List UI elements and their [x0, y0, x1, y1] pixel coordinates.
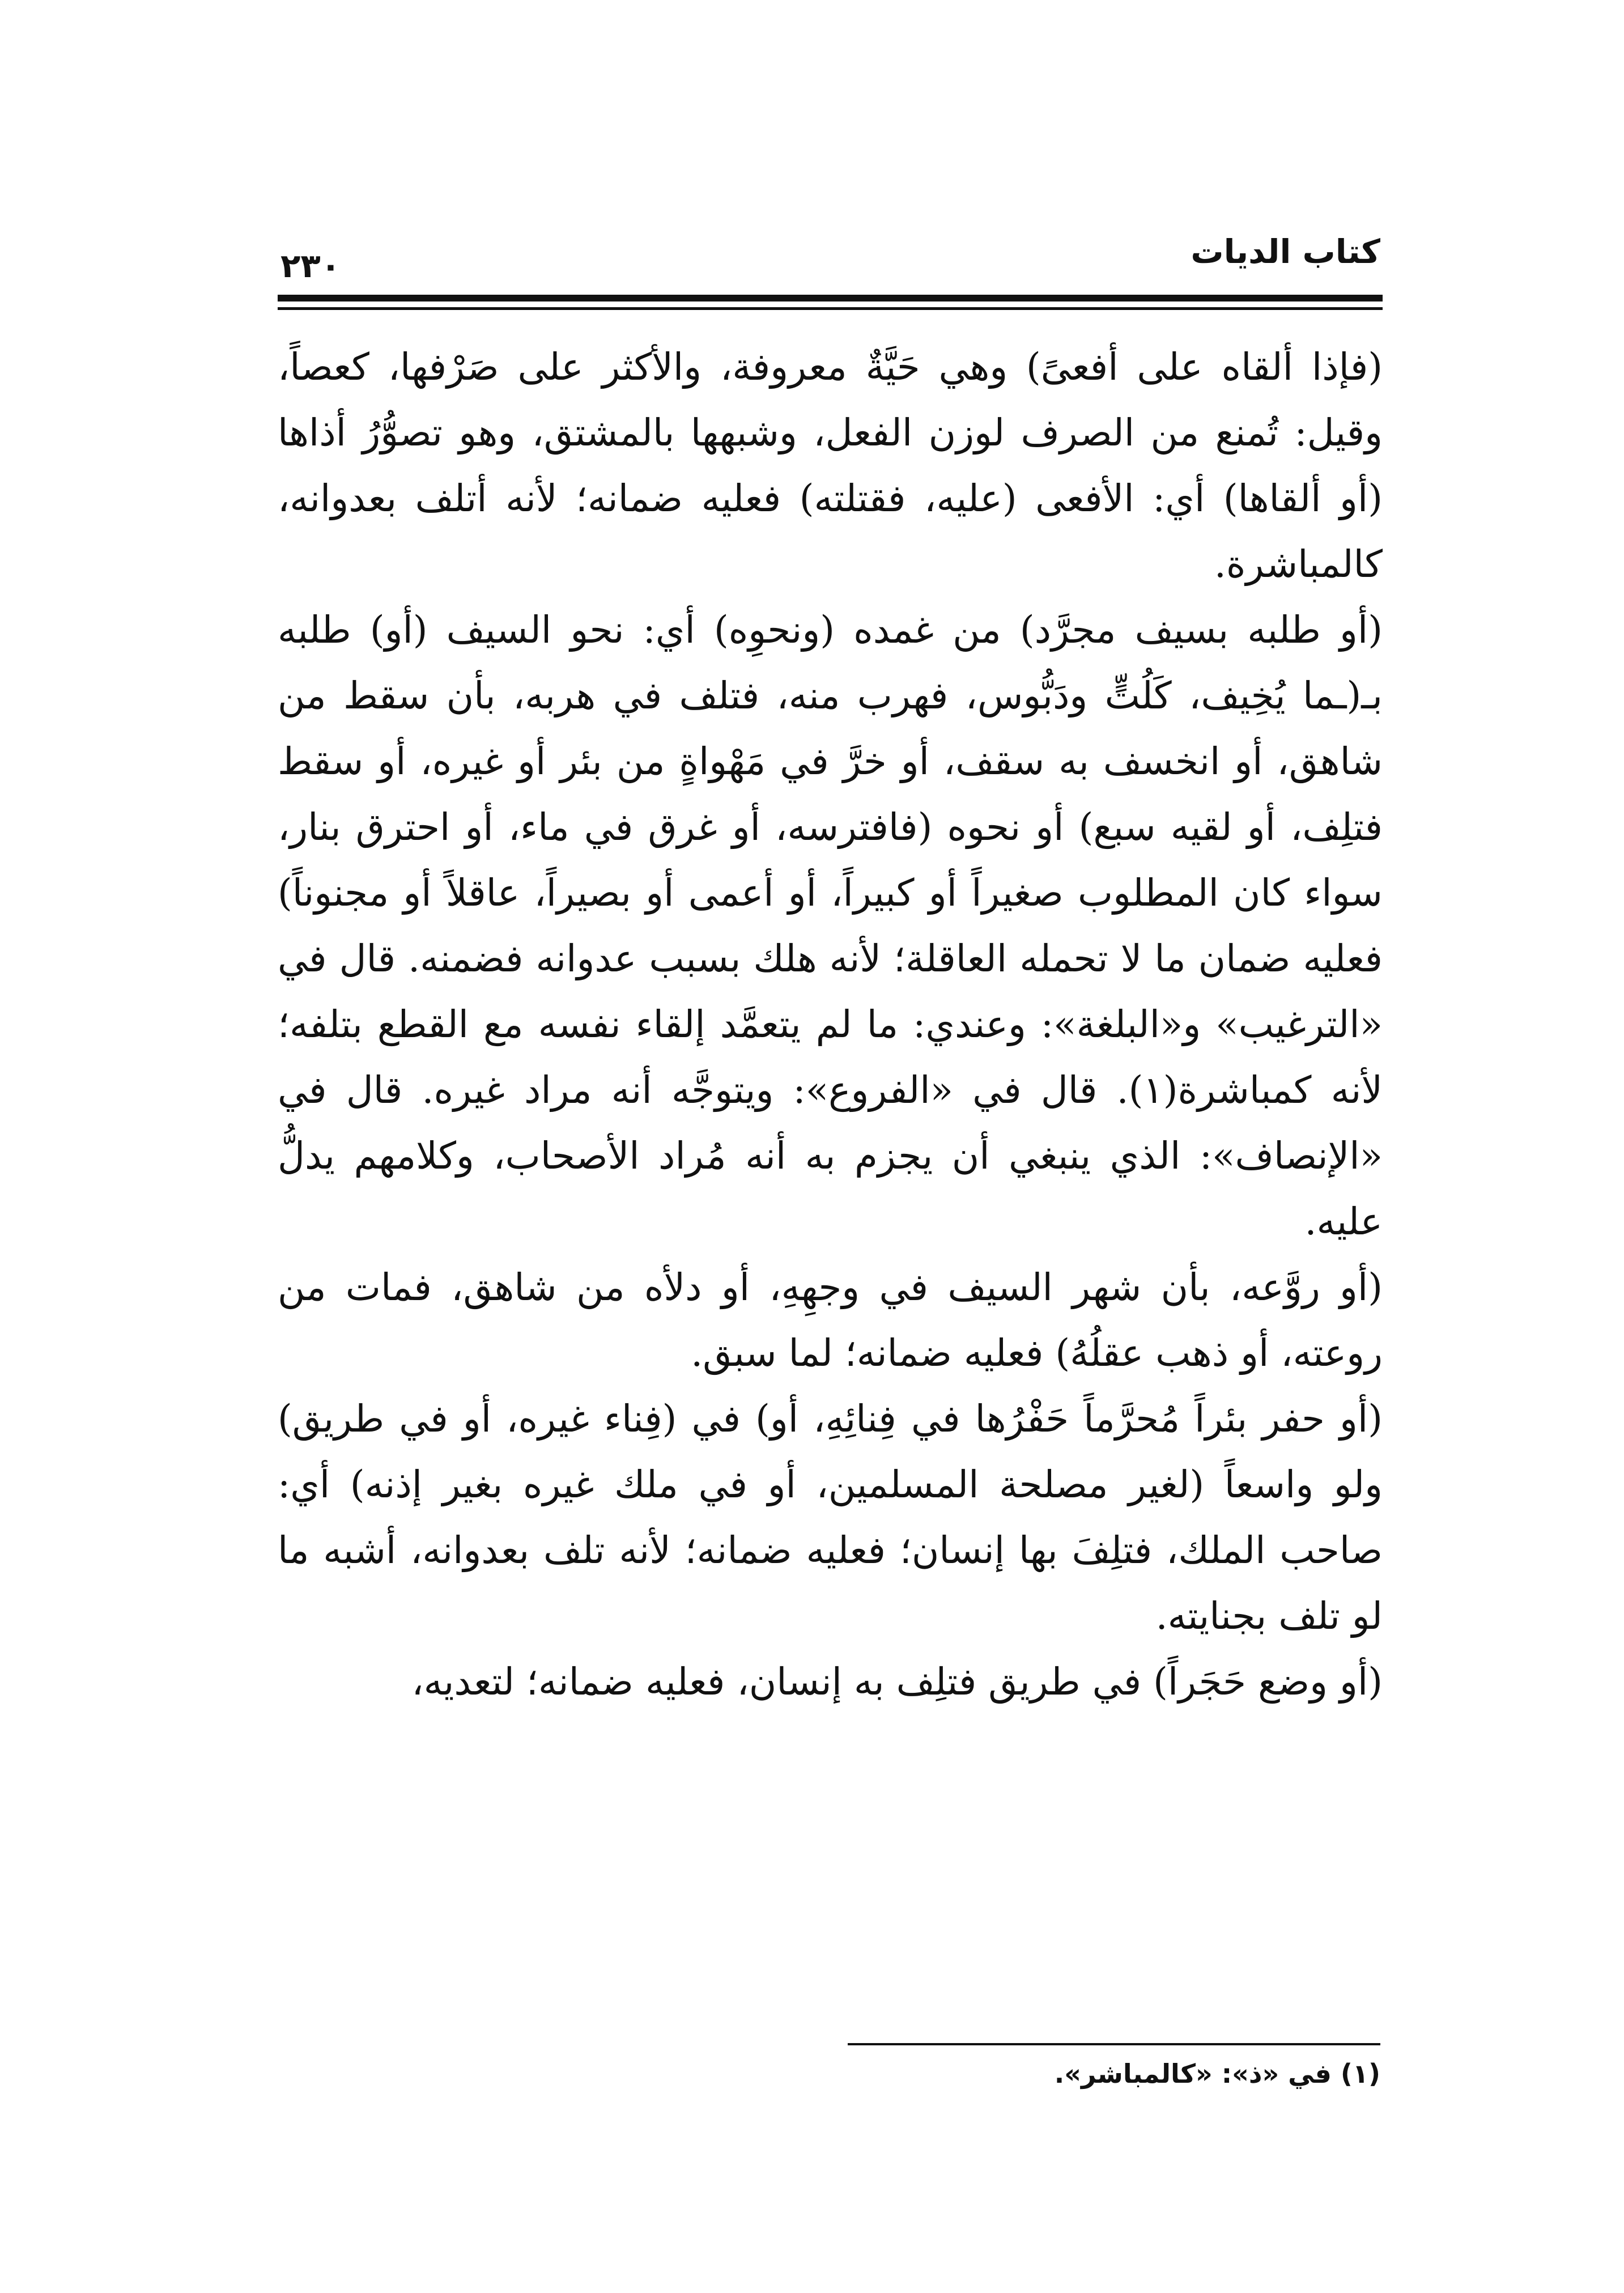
running-header-title: كتاب الديات: [1191, 232, 1380, 271]
footnote-divider: [848, 2043, 1380, 2045]
paragraph: (أو وضع حَجَراً) في طريق فتلِف به إنسان، فعليه ضمانه؛ لتعديه،: [411, 1660, 1383, 1704]
header-rule-thin: [278, 307, 1383, 310]
body-text: [278, 334, 1383, 1876]
page-number: ٢٣٠: [280, 247, 341, 285]
paragraph: (أو حفر بئراً مُحرَّماً حَفْرُها في فِنائِهِ، أو) في (فِناء غيره، أو في طريق) ولو واسعاً (لغير مصلحة المسلمين، أو في ملك غيره بغير إذنه) أي: صاحب الملك، فتلِفَ بها إنسان؛ فعليه ضمانه؛ لأنه تلف بعدوانه، أشبه ما لو تلف بجنايته.: [278, 1397, 1383, 1638]
paragraph: (أو روَّعه، بأن شهر السيف في وجهِهِ، أو دلأه من شاهق، فمات من روعته، أو ذهب عقلُهُ) فعليه ضمانه؛ لما سبق.: [278, 1266, 1383, 1375]
paragraph: (فإذا ألقاه على أفعىً) وهي حَيَّةٌ معروفة، والأكثر على صَرْفها، كعصاً، وقيل: تُمنع من الصرف لوزن الفعل، وشبهها بالمشتق، وهو تصوُّرُ أذاها (أو ألقاها) أي: الأفعى (عليه، فقتلته) فعليه ضمانه؛ لأنه أتلف بعدوانه، كالمباشرة.: [278, 345, 1383, 586]
paragraph: (أو طلبه بسيف مجرَّد) من غمده (ونحوِه) أي: نحو السيف (أو) طلبه بـ(ـما يُخِيف، كَلُتٍّ ودَبُّوس، فهرب منه، فتلف في هربه، بأن سقط من شاهق، أو انخسف به سقف، أو خرَّ في مَهْواةٍ من بئر أو غيره، أو سقط فتلِف، أو لقيه سبع) أو نحوه (فافترسه، أو غرق في ماء، أو احترق بنار، سواء كان المطلوب صغيراً أو كبيراً، أو أعمى أو بصيراً، عاقلاً أو مجنوناً) فعليه ضمان ما لا تحمله العاقلة؛ لأنه هلك بسبب عدوانه فضمنه. قال في «الترغيب» و«البلغة»: وعندي: ما لم يتعمَّد إلقاء نفسه مع القطع بتلفه؛ لأنه كمباشرة(١). قال في «الفروع»: ويتوجَّه أنه مراد غيره. قال في «الإنصاف»: الذي ينبغي أن يجزم به أنه مُراد الأصحاب، وكلامهم يدلُّ عليه.: [278, 608, 1383, 1243]
header-rule-thick: [278, 295, 1383, 302]
footnote: (١) في «ذ»: «كالمباشر».: [1054, 2058, 1380, 2089]
